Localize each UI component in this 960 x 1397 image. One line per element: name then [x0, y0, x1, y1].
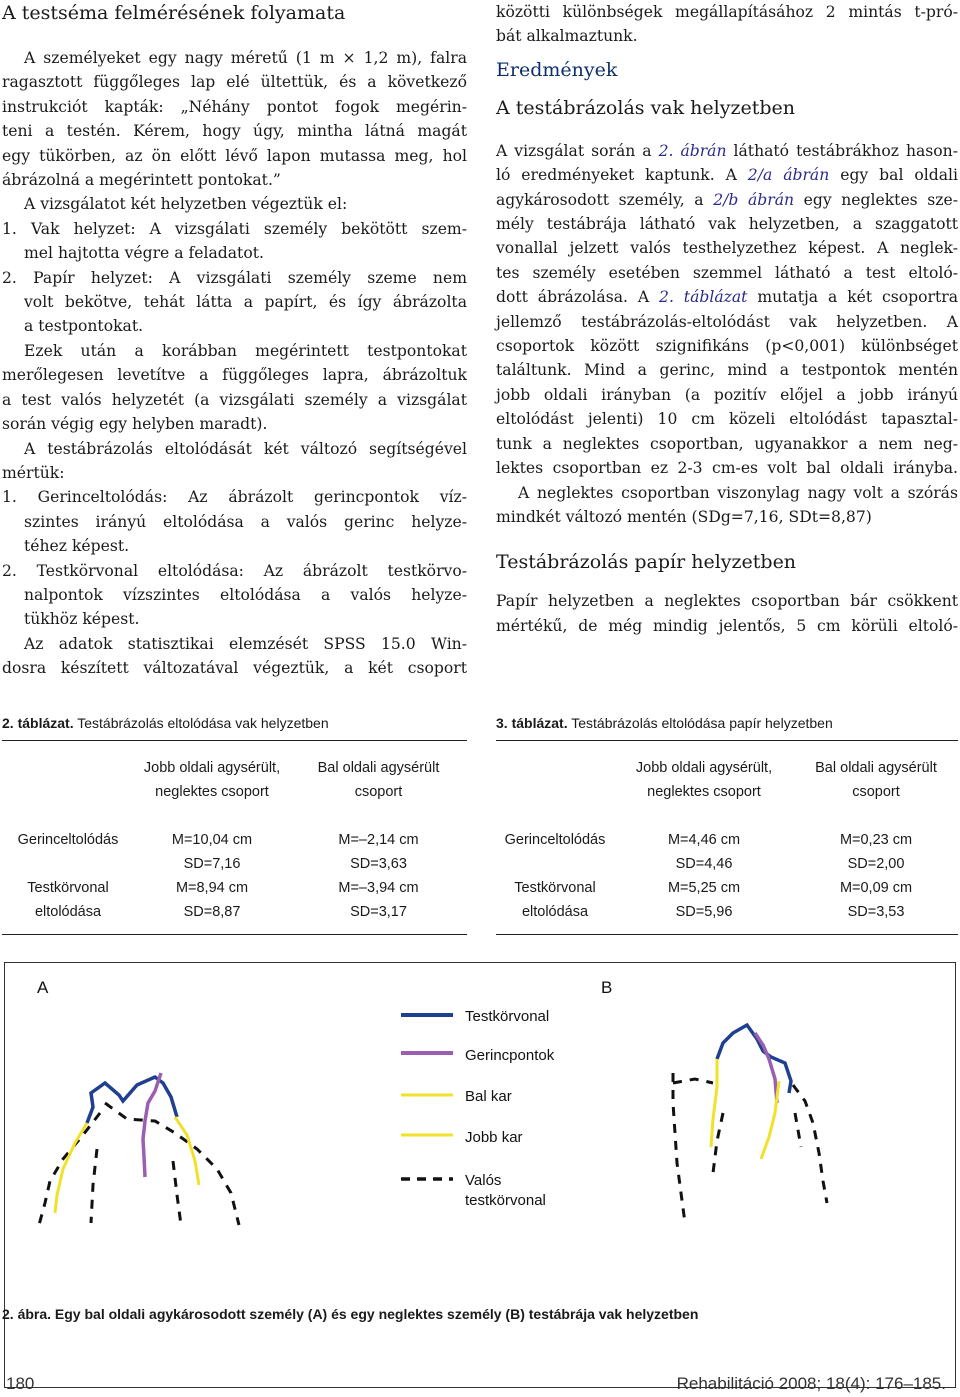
- panel-a-contour: [87, 1077, 177, 1123]
- figure-2-caption: 2. ábra. Egy bal oldali agykárosodott személy (A) és egy neglektes személy (B) testábrája vak helyzetben: [2, 1306, 699, 1322]
- panel-b-left-arm: [711, 1059, 717, 1147]
- figure-reference: 2/a ábrán: [747, 166, 830, 185]
- paragraph-blind-results: A vizsgálat során a 2. ábrán látható testábrákhoz hason- ló eredményeket kaptunk. A 2/a ábrán egy bal oldali agykárosodott személy, a 2/b ábrán egy neglektes sze- mély testábrája látható vak helyzetben, a szaggatott vonallal jelzett valós testhelyzethez képest. A neglek- tes személy esetében szemmel látható a test eltoló- dott ábrázolása. A 2. táblázat mutatja a két csoportra jellemző testábrázolás-eltolódást vak helyzetben. A csoportok között szignifikáns (p<0,001) különbséget találtunk. Mind a gerinc, mind a testpontok mentén jobb oldali irányban (a pozitív előjel a jobb irányú eltolódást jelenti) 10 cm közeli eltolódást tapasztal- tunk a neglektes csoportban, ugyanakkor a nem neg- lektes csoportban ez 2-3 cm-es volt bal oldali irányba. A neglektes csoportban viszonylag nagy volt a szórás mindkét változó mentén (SDg=7,16, SDt=8,87): [496, 141, 958, 526]
- legend-label-left-arm: Bal kar: [465, 1088, 512, 1105]
- table-header-row: [2, 780, 467, 804]
- left-column: [2, 0, 467, 681]
- panel-a-right-arm: [175, 1117, 199, 1185]
- table-row: eltolódása SD=8,87 SD=3,17: [34, 904, 407, 920]
- panel-a-spine: [143, 1073, 161, 1177]
- figure-2-drawing: [5, 963, 955, 1387]
- paragraph-statistics: Az adatok statisztikai elemzését SPSS 15.0 Win- dosra készített változatával végeztük, a két csoport: [2, 634, 467, 678]
- table-3-caption: 3. táblázat. Testábrázolás eltolódása papír helyzetben: [496, 715, 833, 731]
- paragraph-two-conditions: A vizsgálatot két helyzetben végeztük el:: [24, 195, 348, 214]
- table-header-cell: csoport: [852, 784, 900, 800]
- paragraph-ttest: közötti különbségek megállapításához 2 mintás t-pró- bát alkalmaztunk.: [496, 3, 958, 46]
- table-header-cell: Bal oldali agysérült: [317, 760, 440, 776]
- table-header-cell: neglektes csoport: [155, 784, 269, 800]
- list-item-blind: 1. Vak helyzet: A vizsgálati személy bekötött szem- mel hajtotta végre a feladatot.: [2, 219, 467, 263]
- table-header-cell: Jobb oldali agysérült,: [143, 760, 281, 776]
- panel-b-label: B: [601, 978, 613, 997]
- table-row: Gerinceltolódás M=4,46 cm M=0,23 cm: [504, 832, 913, 848]
- table-3: [496, 756, 958, 924]
- table-header-cell: csoport: [354, 784, 403, 800]
- legend-label-right-arm: Jobb kar: [465, 1129, 523, 1146]
- legend-label-real-2: testkörvonal: [465, 1192, 546, 1209]
- section-heading-procedure: A testséma felmérésének folyamata: [2, 2, 346, 24]
- table-header-row: [496, 756, 958, 780]
- panel-b-real-contour: [673, 1073, 827, 1223]
- panel-a-label: A: [37, 978, 49, 997]
- table-2-bottom-rule: [2, 934, 467, 935]
- subsection-heading-paper: Testábrázolás papír helyzetben: [496, 551, 797, 574]
- table-2: [2, 756, 467, 924]
- paragraph-variables: A testábrázolás eltolódását két változó segítségével mértük:: [2, 439, 467, 482]
- right-column: [496, 0, 958, 638]
- legend-label-contour: Testkörvonal: [465, 1008, 550, 1025]
- list-item-paper: 2. Papír helyzet: A vizsgálati személy szeme nem volt bekötve, tehát látta a papírt, és így ábrázolta a testpontokat.: [2, 268, 467, 336]
- table-row: SD=4,46 SD=2,00: [675, 856, 905, 872]
- table-header-cell: neglektes csoport: [647, 784, 761, 800]
- figure-legend: [401, 1008, 555, 1209]
- panel-b-right-arm: [761, 1081, 779, 1159]
- table-reference: 2. táblázat: [659, 288, 748, 307]
- page-number: 180: [6, 1374, 35, 1393]
- table-3-top-rule: [496, 740, 958, 741]
- legend-label-real-1: Valós: [465, 1172, 502, 1189]
- table-header-row: [496, 780, 958, 804]
- table-row: eltolódása SD=5,96 SD=3,53: [521, 904, 905, 920]
- table-header-cell: Jobb oldali agysérült,: [635, 760, 773, 776]
- table-header-cell: Bal oldali agysérült: [815, 760, 937, 776]
- paragraph-paper-results: Papír helyzetben a neglektes csoportban bár csökkent mértékű, de még mindig jelentős, 5 cm körüli eltoló-: [496, 592, 958, 635]
- figure-reference: 2/b ábrán: [713, 190, 795, 209]
- legend-label-spine: Gerincpontok: [465, 1047, 555, 1064]
- table-row: Gerinceltolódás M=10,04 cm M=–2,14 cm: [17, 832, 419, 848]
- table-header-row: [2, 756, 467, 780]
- table-3-bottom-rule: [496, 934, 958, 935]
- panel-a-left-arm: [55, 1123, 87, 1213]
- figure-2-frame: [4, 962, 956, 1388]
- table-2-caption: 2. táblázat. Testábrázolás eltolódása vak helyzetben: [2, 715, 329, 731]
- table-2-top-rule: [2, 740, 467, 741]
- table-row: Testkörvonal M=8,94 cm M=–3,94 cm: [27, 880, 419, 896]
- section-heading-results: Eredmények: [496, 58, 618, 81]
- figure-reference: 2. ábrán: [658, 141, 727, 160]
- panel-a-real-contour: [39, 1103, 239, 1225]
- subsection-heading-blind: A testábrázolás vak helyzetben: [496, 96, 796, 119]
- table-row: Testkörvonal M=5,25 cm M=0,09 cm: [514, 880, 913, 896]
- journal-citation: Rehabilitáció 2008; 18(4): 176–185.: [676, 1374, 946, 1393]
- list-item-contour-shift: 2. Testkörvonal eltolódása: Az ábrázolt testkörvo- nalpontok vízszintes eltolódása a valós helyze- tükhöz képest.: [2, 561, 467, 629]
- table-row: SD=7,16 SD=3,63: [183, 856, 407, 872]
- paragraph-instructions: A személyeket egy nagy méretű (1 m × 1,2 m), falra ragasztott függőleges lap elé ültettük, és a következő instrukciót kapták: „Néhány pontot fogok megérin- teni a testén. Kérem, hogy úgy, mintha látná magát egy tükörben, az ön előtt lévő lapon mutassa meg, hol ábrázolná a megérintett pontokat.”: [2, 49, 467, 190]
- list-item-spine-shift: 1. Gerinceltolódás: Az ábrázolt gerincpontok víz- szintes irányú eltolódása a valós gerinc helyze- téhez képest.: [2, 488, 467, 556]
- paragraph-projection: Ezek után a korábban megérintett testpontokat merőlegesen levetítve a függőleges lapra, ábrázoltuk a test valós helyzetét (a vizsgálati személy a vizsgálat során végig egy helyben maradt).: [2, 341, 467, 434]
